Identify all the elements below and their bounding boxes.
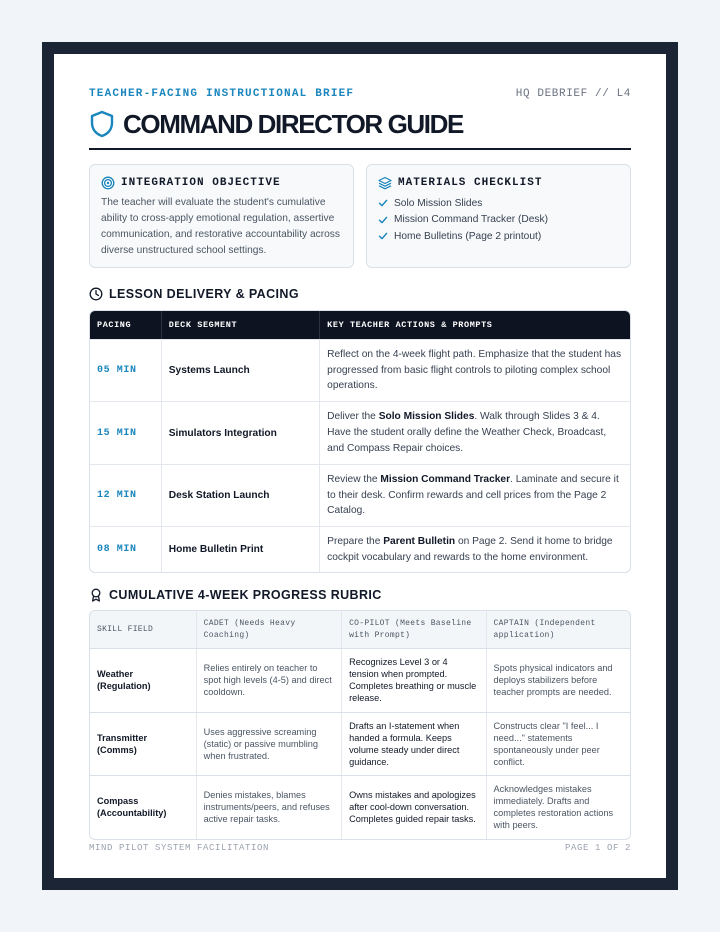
header-top	[89, 88, 631, 102]
action-text: Reflect on the 4-week flight path. Emphasize that the student has progressed from basic flight controls to piloting complex school operations.	[327, 348, 622, 392]
action-highlight: Mission Command Tracker	[380, 473, 511, 485]
pacing-title: LESSON DELIVERY & PACING	[109, 287, 299, 301]
action-text: on Page 2. Send it home to bridge cockpit vocabulary and rewards to the home environment.	[327, 535, 613, 563]
document-page	[54, 54, 666, 878]
pacing-time: 08 MIN	[97, 544, 137, 555]
summary-cards	[89, 164, 631, 268]
column-header: PACING	[97, 320, 132, 330]
objective-card-header	[101, 175, 342, 191]
page-footer	[89, 843, 631, 853]
pacing-time: 12 MIN	[97, 490, 137, 501]
cadet-level: Uses aggressive screaming (static) or passive mumbling when frustrated.	[196, 713, 341, 776]
skill-field: Transmitter (Comms)	[97, 732, 148, 755]
copilot-level: Recognizes Level 3 or 4 tension when prompted. Completes breathing or muscle release.	[341, 649, 485, 712]
page-title: COMMAND DIRECTOR GUIDE	[123, 108, 463, 139]
table-row	[90, 526, 630, 572]
materials-card-header	[378, 175, 619, 191]
skill-field: Compass (Accountability)	[97, 796, 167, 819]
check-icon	[378, 215, 388, 225]
pacing-table	[89, 310, 631, 573]
page-number: PAGE 1 OF 2	[564, 843, 631, 853]
materials-card	[366, 164, 631, 268]
table-row	[90, 339, 630, 401]
rubric-table-header	[90, 611, 630, 648]
page-frame	[42, 42, 678, 890]
materials-item	[378, 195, 619, 212]
captain-level: Constructs clear "I feel... I need..." statements spontaneously under peer conflict.	[486, 713, 630, 776]
footer-label: MIND PILOT SYSTEM FACILITATION	[89, 843, 270, 853]
copilot-level: Owns mistakes and apologizes after cool-down conversation. Completes guided repair tasks.	[341, 776, 485, 839]
teacher-action	[319, 402, 630, 464]
check-icon	[378, 198, 388, 208]
rubric-table	[89, 610, 631, 840]
deck-segment: Desk Station Launch	[161, 465, 319, 526]
rubric-title: CUMULATIVE 4-WEEK PROGRESS RUBRIC	[109, 588, 382, 602]
captain-level: Spots physical indicators and deploys stabilizers before teacher prompts are needed.	[486, 649, 630, 712]
title-row	[89, 108, 631, 140]
rubric-section-header	[89, 587, 631, 603]
table-row	[90, 464, 630, 526]
captain-level: Acknowledges mistakes immediately. Drafts and completes restoration actions with peers.	[486, 776, 630, 839]
action-text: Deliver the	[327, 411, 379, 423]
doc-code: HQ DEBRIEF // L4	[515, 88, 631, 100]
layers-icon	[378, 176, 392, 190]
action-highlight: Solo Mission Slides	[378, 411, 475, 423]
check-icon	[378, 231, 388, 241]
action-text: . Laminate and secure it to their desk. Confirm rewards and cell prices from the Page 2 Catalog.	[327, 473, 619, 517]
pacing-time: 05 MIN	[97, 365, 137, 376]
shield-icon	[89, 110, 115, 138]
pacing-time: 15 MIN	[97, 427, 137, 439]
table-row	[90, 401, 630, 464]
title-divider	[89, 148, 631, 150]
clock-icon	[89, 287, 103, 301]
column-header: KEY TEACHER ACTIONS & PROMPTS	[319, 311, 630, 339]
copilot-level: Drafts an I-statement when handed a formula. Keeps volume steady under direct guidance.	[341, 713, 485, 776]
materials-list	[378, 195, 619, 245]
materials-title: MATERIALS CHECKLIST	[398, 177, 543, 189]
deck-segment: Systems Launch	[161, 340, 319, 401]
materials-item	[378, 228, 619, 245]
pacing-table-header	[90, 311, 630, 339]
deck-segment: Simulators Integration	[161, 402, 319, 464]
teacher-action	[319, 340, 630, 401]
target-icon	[101, 176, 115, 190]
action-text: Prepare the	[327, 535, 384, 547]
column-header: CO-PILOT (Meets Baseline with Prompt)	[341, 611, 485, 648]
column-header: SKILL FIELD	[97, 624, 154, 634]
objective-text: The teacher will evaluate the student's cumulative ability to cross-apply emotional regulation, assertive communication, and restorative accountability across diverse unstructured school settings.	[101, 197, 340, 256]
kicker: TEACHER-FACING INSTRUCTIONAL BRIEF	[89, 88, 355, 100]
table-row	[90, 712, 630, 776]
cadet-level: Relies entirely on teacher to spot high levels (4-5) and direct cooldown.	[196, 649, 341, 712]
award-icon	[89, 588, 103, 602]
column-header: DECK SEGMENT	[161, 311, 319, 339]
teacher-action	[319, 527, 630, 572]
table-row	[90, 775, 630, 839]
objective-title: INTEGRATION OBJECTIVE	[121, 177, 281, 189]
materials-item-label: Solo Mission Slides	[394, 197, 483, 209]
skill-field: Weather (Regulation)	[97, 669, 151, 692]
materials-item	[378, 212, 619, 229]
teacher-action	[319, 465, 630, 526]
action-highlight: Parent Bulletin	[383, 535, 456, 547]
objective-card	[89, 164, 354, 268]
materials-item-label: Mission Command Tracker (Desk)	[394, 214, 548, 226]
column-header: CAPTAIN (Independent application)	[486, 611, 630, 648]
cadet-level: Denies mistakes, blames instruments/peers, and refuses active repair tasks.	[196, 776, 341, 839]
deck-segment: Home Bulletin Print	[161, 527, 319, 572]
pacing-section-header	[89, 286, 631, 302]
materials-item-label: Home Bulletins (Page 2 printout)	[394, 230, 542, 242]
action-text: . Walk through Slides 3 & 4. Have the student orally define the Weather Check, Broadcast, and Compass Repair choices.	[327, 411, 607, 454]
column-header: CADET (Needs Heavy Coaching)	[196, 611, 341, 648]
action-text: Review the	[327, 473, 381, 485]
table-row	[90, 648, 630, 712]
